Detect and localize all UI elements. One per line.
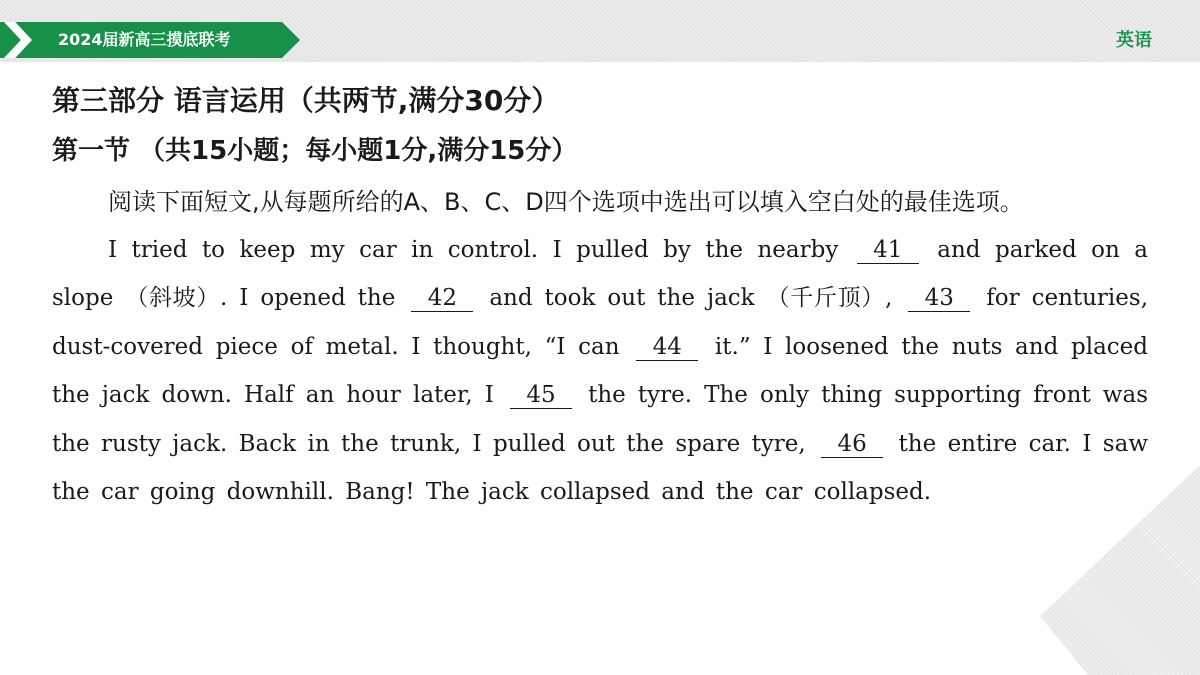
blank-42: 42 — [411, 285, 473, 312]
subject-label: 英语 — [1116, 30, 1152, 51]
blank-46: 46 — [821, 431, 883, 458]
passage-text: , — [884, 285, 893, 312]
passage-text: and took out the jack — [489, 285, 755, 312]
cloze-passage — [52, 226, 1148, 516]
gloss-slope: （斜坡） — [125, 285, 221, 312]
passage-text: it.” I loosened the nuts and placed the jack down. Half an hour later, I — [52, 333, 1148, 409]
passage-text: . I opened the — [220, 285, 396, 312]
gloss-jack: （千斤顶） — [766, 285, 885, 312]
passage-text: I tried to keep my car in control. I pulled by the nearby — [108, 237, 839, 263]
blank-44: 44 — [636, 334, 698, 361]
passage-text: the entire car. I saw the car going downhill. Bang! The jack collapsed and the car collapsed. — [52, 430, 1149, 506]
passage-text: the tyre. The only thing supporting front was the rusty jack. Back in the trunk, I pulled out the spare tyre, — [52, 382, 1149, 457]
section-title: 第三部分 语言运用（共两节,满分30分） — [52, 84, 560, 117]
blank-43: 43 — [908, 285, 970, 312]
subsection-title: 第一节 （共15小题；每小题1分,满分15分） — [52, 136, 578, 166]
blank-41: 41 — [857, 237, 919, 264]
passage-text: for centuries, dust-covered piece of metal. I thought, “I can — [52, 285, 1149, 360]
blank-45: 45 — [510, 382, 572, 409]
main-content — [52, 78, 1148, 516]
instruction-text: 阅读下面短文,从每题所给的A、B、C、D四个选项中选出可以填入空白处的最佳选项。 — [108, 188, 1024, 216]
passage-text: and parked on a slope — [52, 237, 1148, 312]
exam-title: 2024届新高三摸底联考 — [58, 30, 231, 49]
